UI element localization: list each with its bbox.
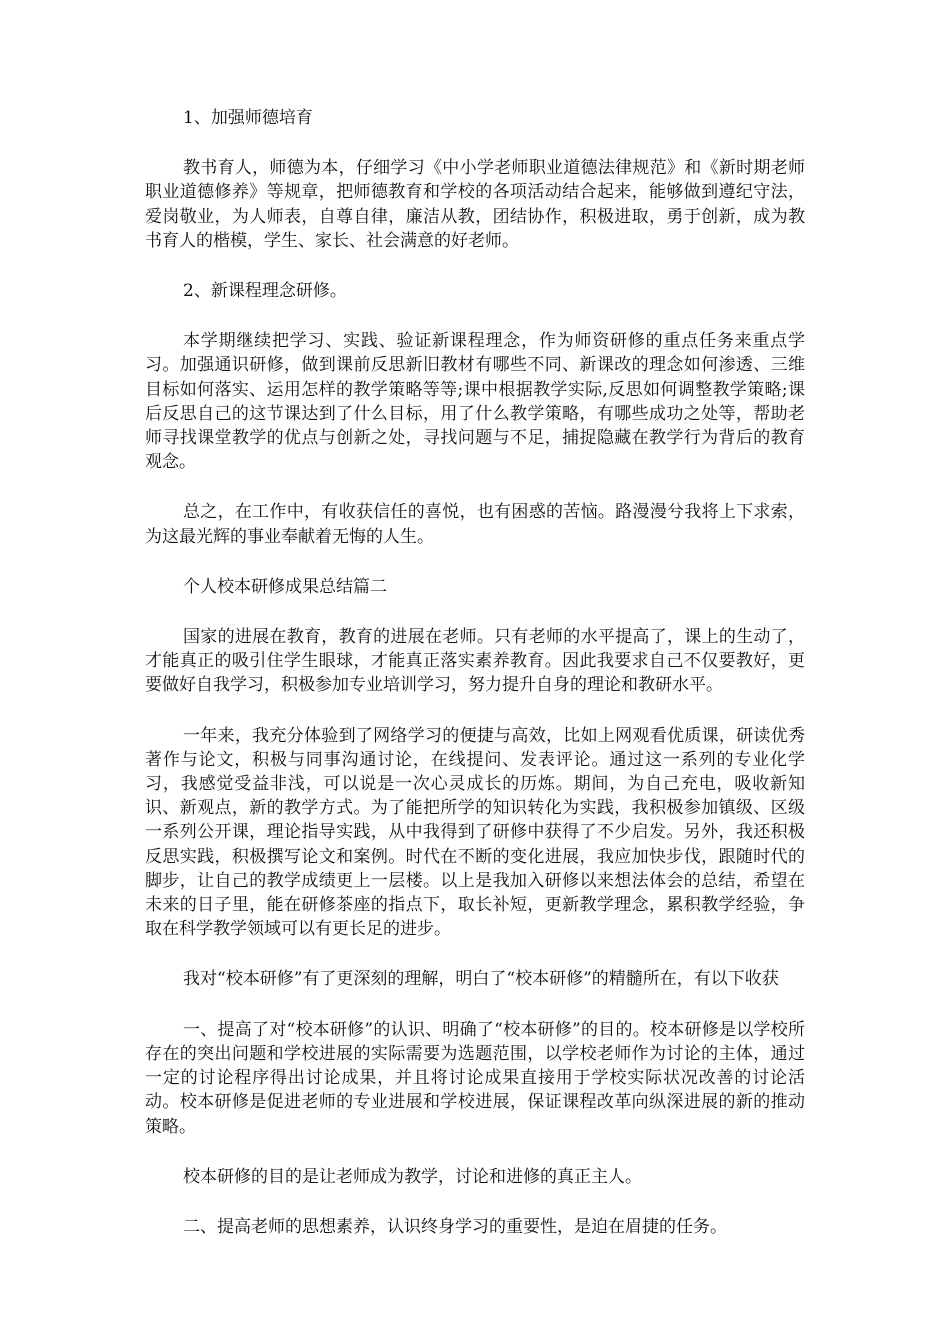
paragraph-teacher-ethics: 教书育人，师德为本，仔细学习《中小学老师职业道德法律规范》和《新时期老师职业道德修养》等规章，把师德教育和学校的各项活动结合起来，能够做到遵纪守法，爱岗敬业，为人师表，自尊自律，廉洁从教，团结协作，积极进取，勇于创新，成为教书育人的楷模，学生、家长、社会满意的好老师。 [145,158,805,251]
paragraph-point-one: 一、提高了对“校本研修”的认识、明确了“校本研修”的目的。校本研修是以学校所存在的突出问题和学校进展的实际需要为选题范围，以学校老师作为讨论的主体，通过一定的讨论程序得出讨论成果，并且将讨论成果直接用于学校实际状况改善的讨论活动。校本研修是促进老师的专业进展和学校进展，保证课程改革向纵深进展的新的推动策略。 [145,1019,805,1137]
section-heading-2: 2、新课程理念研修。 [183,281,347,302]
paragraph-national-development: 国家的进展在教育，教育的进展在老师。只有老师的水平提高了，课上的生动了，才能真正的吸引住学生眼球，才能真正落实素养教育。因此我要求自己不仅要教好，更要做好自我学习，积极参加专业培训学习，努力提升自身的理论和教研水平。 [145,627,805,696]
paragraph-year-review: 一年来，我充分体验到了网络学习的便捷与高效，比如上网观看优质课，研读优秀著作与论文，积极与同事沟通讨论，在线提问、发表评论。通过这一系列的专业化学习，我感觉受益非浅，可以说是一次心灵成长的历炼。期间，为自己充电，吸收新知识、新观点，新的教学方式。为了能把所学的知识转化为实践，我积极参加镇级、区级一系列公开课，理论指导实践，从中我得到了研修中获得了不少启发。另外，我还积极反思实践，积极撰写论文和案例。时代在不断的变化进展，我应加快步伐，跟随时代的脚步，让自己的教学成绩更上一层楼。以上是我加入研修以来想法体会的总结，希望在未来的日子里，能在研修茶座的指点下，取长补短，更新教学理念，累积教学经验，争取在科学教学领域可以有更长足的进步。 [145,725,805,940]
article-subtitle: 个人校本研修成果总结篇二 [183,576,387,597]
paragraph-understanding: 我对“校本研修”有了更深刻的理解，明白了“校本研修”的精髓所在，有以下收获 [183,969,779,990]
paragraph-conclusion: 总之，在工作中，有收获信任的喜悦，也有困惑的苦恼。路漫漫兮我将上下求索，为这最光辉的事业奉献着无悔的人生。 [145,502,805,547]
paragraph-point-two: 二、提高老师的思想素养，认识终身学习的重要性，是迫在眉捷的任务。 [183,1216,727,1237]
document-page [145,106,805,1265]
paragraph-new-curriculum: 本学期继续把学习、实践、验证新课程理念，作为师资研修的重点任务来重点学习。加强通识研修，做到课前反思新旧教材有哪些不同、新课改的理念如何渗透、三维目标如何落实、运用怎样的教学策略等等;课中根据教学实际,反思如何调整教学策略;课后反思自己的这节课达到了什么目标，用了什么教学策略，有哪些成功之处等，帮助老师寻找课堂教学的优点与创新之处，寻找问题与不足，捕捉隐藏在教学行为背后的教育观念。 [145,331,805,473]
section-heading-1: 1、加强师德培育 [183,108,313,128]
paragraph-purpose: 校本研修的目的是让老师成为教学，讨论和进修的真正主人。 [183,1166,642,1187]
